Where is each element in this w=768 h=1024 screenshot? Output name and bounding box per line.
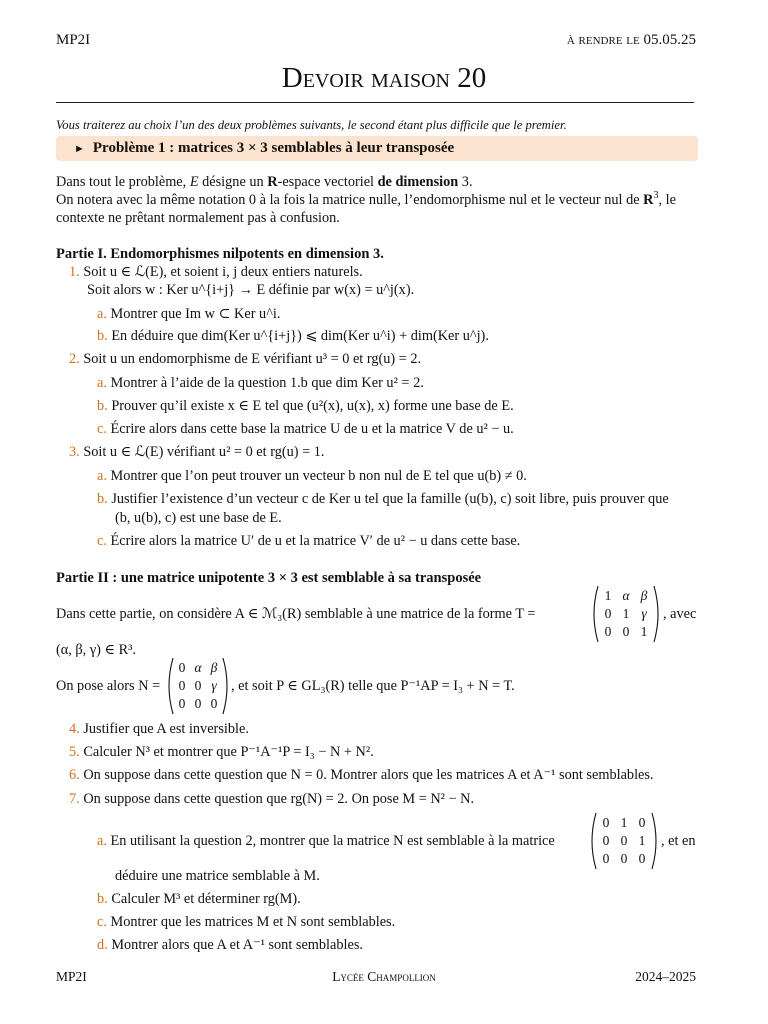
matrix-J (589, 812, 659, 870)
question-3b-line-2: (b, u(b), c) est une base de E. (115, 510, 282, 526)
matrix-cell: 0 (602, 851, 610, 866)
question-7c: c. Montrer que les matrices M et N sont semblables. (97, 914, 396, 930)
part2-intro-line-2: (α, β, γ) ∈ R³. (56, 642, 137, 658)
footer-school: Lycée Champollion (332, 969, 436, 984)
part2-intro-line-1: Dans cette partie, on considère A ∈ ℳ₃(R) semblable à une matrice de la forme T = (56, 606, 536, 622)
matrix-cell: 0 (178, 660, 186, 675)
matrix-cell: 0 (604, 624, 612, 639)
matrix-cell: 1 (640, 624, 648, 639)
question-1-line-2: Soit alors w : Ker u^{i+j} → E définie par w(x) = u^j(x). (87, 282, 415, 298)
question-3c: c. Écrire alors la matrice U′ de u et la matrice V′ de u² − u dans cette base. (97, 533, 521, 549)
matrix-cell: 0 (602, 815, 610, 830)
question-2: 2. Soit u un endomorphisme de E vérifiant u³ = 0 et rg(u) = 2. (69, 351, 422, 367)
footer-year: 2024–2025 (635, 969, 696, 984)
question-7a-line-2: déduire une matrice semblable à M. (115, 868, 320, 884)
question-6: 6. On suppose dans cette question que N = 0. Montrer alors que les matrices A et A⁻¹ sont semblables. (69, 767, 654, 783)
header-class: MP2I (56, 32, 91, 48)
due-date: 05.05.25 (643, 32, 696, 48)
question-7a-end: , et en (661, 833, 696, 849)
question-4: 4. Justifier que A est inversible. (69, 721, 249, 737)
matrix-cell: 1 (604, 588, 612, 603)
matrix-N (166, 657, 230, 715)
question-7d: d. Montrer alors que A et A⁻¹ sont semblables. (97, 937, 363, 953)
matrix-cell: 0 (620, 833, 628, 848)
matrix-cell: 0 (194, 696, 202, 711)
matrix-cell: β (210, 660, 218, 675)
matrix-cell: 1 (620, 815, 628, 830)
matrix-cell: 1 (622, 606, 630, 621)
question-1b: b. En déduire que dim(Ker u^{i+j}) ⩽ dim(Ker u^i) + dim(Ker u^j). (97, 328, 489, 344)
due-label: à rendre le (566, 32, 640, 48)
matrix-cell: 0 (178, 678, 186, 693)
context-line-3: contexte ne prêtant normalement pas à confusion. (56, 210, 340, 226)
question-2c: c. Écrire alors dans cette base la matrice U de u et la matrice V de u² − u. (97, 421, 514, 437)
question-2a: a. Montrer à l’aide de la question 1.b que dim Ker u² = 2. (97, 375, 424, 391)
question-2b: b. Prouver qu’il existe x ∈ E tel que (u²(x), u(x), x) forme une base de E. (97, 398, 514, 414)
question-3b-line-1: b. Justifier l’existence d’un vecteur c de Ker u tel que la famille (u(b), c) soit libre, puis prouver que (97, 491, 669, 507)
question-1a: a. Montrer que Im w ⊂ Ker u^i. (97, 306, 281, 322)
header-due-date (567, 31, 696, 49)
matrix-cell: 0 (602, 833, 610, 848)
part1-title: Partie I. Endomorphismes nilpotents en dimension 3. (56, 246, 384, 262)
matrix-cell: 0 (604, 606, 612, 621)
context-line-2: On notera avec la même notation 0 à la fois la matrice nulle, l’endomorphisme nul et le vecteur nul de $R^3$, le (56, 190, 676, 208)
bullet-icon: ► (74, 143, 85, 155)
pose-n-label: On pose alors N = (56, 678, 161, 694)
matrix-cell: γ (211, 678, 217, 693)
question-7a-line-1: a. En utilisant la question 2, montrer que la matrice N est semblable à la matrice (97, 833, 555, 849)
question-3a: a. Montrer que l’on peut trouver un vecteur b non nul de E tel que u(b) ≠ 0. (97, 468, 527, 484)
matrix-cell: 0 (638, 815, 646, 830)
part2-title: Partie II : une matrice unipotente 3 × 3 est semblable à sa transposée (56, 570, 482, 586)
intro-text: Vous traiterez au choix l’un des deux problèmes suivants, le second étant plus difficile que le premier. (56, 118, 567, 132)
matrix-cell: 0 (620, 851, 628, 866)
context-line-1: Dans tout le problème, E désigne un R-espace vectoriel de dimension 3. (56, 174, 473, 190)
pose-n-text: , et soit P ∈ GL₃(R) telle que P⁻¹AP = I₃ + N = T. (231, 678, 515, 694)
matrix-cell: 0 (178, 696, 186, 711)
matrix-cell: 1 (638, 833, 646, 848)
question-3: 3. Soit u ∈ ℒ(E) vérifiant u² = 0 et rg(u) = 1. (69, 444, 325, 460)
matrix-cell: 0 (622, 624, 630, 639)
matrix-cell: 0 (210, 696, 218, 711)
question-1-line-1: 1. Soit u ∈ ℒ(E), et soient i, j deux entiers naturels. (69, 264, 363, 280)
matrix-cell: α (622, 588, 630, 603)
question-7: 7. On suppose dans cette question que rg(N) = 2. On pose M = N² − N. (69, 791, 475, 807)
page-title: Devoir maison 20 (281, 62, 487, 94)
question-7b: b. Calculer M³ et déterminer rg(M). (97, 891, 301, 907)
matrix-T (591, 585, 661, 643)
matrix-cell: α (194, 660, 202, 675)
matrix-cell: 0 (638, 851, 646, 866)
matrix-cell: β (640, 588, 648, 603)
footer-class: MP2I (56, 969, 87, 984)
matrix-cell: γ (641, 606, 647, 621)
title-rule (56, 102, 694, 103)
problem-label: Problème 1 : matrices 3 × 3 semblables à leur transposée (92, 140, 455, 156)
problem-title (74, 139, 454, 158)
question-5: 5. Calculer N³ et montrer que P⁻¹A⁻¹P = I₃ − N + N². (69, 744, 374, 760)
part2-intro-end: , avec (663, 606, 697, 622)
matrix-cell: 0 (194, 678, 202, 693)
